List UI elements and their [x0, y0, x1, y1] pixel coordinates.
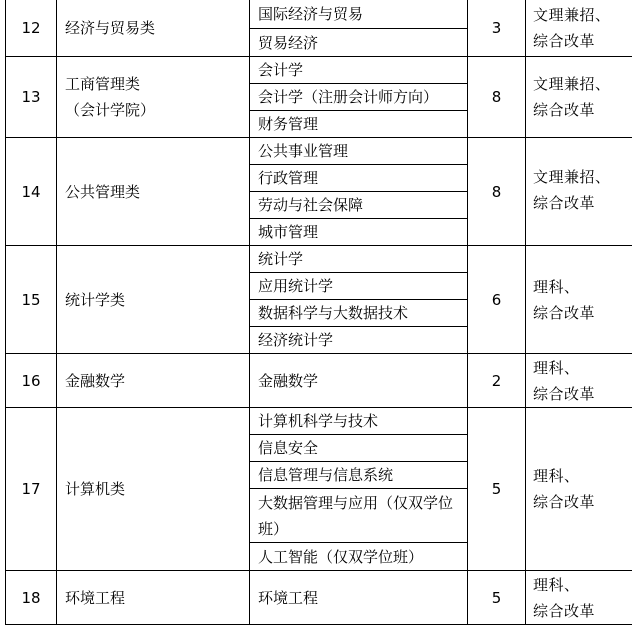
category-name: 计算机类 [57, 408, 250, 571]
table-row [6, 246, 632, 273]
major-count: 2 [468, 354, 526, 408]
major-count: 3 [468, 0, 526, 57]
row-number: 14 [6, 138, 57, 246]
row-number: 17 [6, 408, 57, 571]
major-item: 会计学（注册会计师方向） [250, 84, 468, 111]
row-number: 15 [6, 246, 57, 354]
admission-type: 文理兼招、 综合改革 [526, 138, 632, 246]
majors-table [5, 0, 632, 625]
admission-type: 理科、 综合改革 [526, 354, 632, 408]
table-row [6, 0, 632, 29]
major-item: 信息管理与信息系统 [250, 462, 468, 489]
major-item: 经济统计学 [250, 327, 468, 354]
row-number: 16 [6, 354, 57, 408]
table-row [6, 354, 632, 408]
major-item: 大数据管理与应用（仅双学位班） [250, 489, 468, 543]
major-item: 公共事业管理 [250, 138, 468, 165]
table-row [6, 408, 632, 435]
admission-type: 文理兼招、 综合改革 [526, 0, 632, 57]
major-item: 人工智能（仅双学位班） [250, 543, 468, 571]
table-row [6, 571, 632, 625]
major-item: 贸易经济 [250, 29, 468, 57]
table-row [6, 138, 632, 165]
major-item: 金融数学 [250, 354, 468, 408]
major-count: 5 [468, 571, 526, 625]
row-number: 13 [6, 57, 57, 138]
major-item: 行政管理 [250, 165, 468, 192]
major-item: 环境工程 [250, 571, 468, 625]
row-number: 18 [6, 571, 57, 625]
category-name: 工商管理类 （会计学院） [57, 57, 250, 138]
major-count: 8 [468, 57, 526, 138]
major-item: 会计学 [250, 57, 468, 84]
category-name: 环境工程 [57, 571, 250, 625]
admission-type: 理科、 综合改革 [526, 246, 632, 354]
category-name: 公共管理类 [57, 138, 250, 246]
category-name: 统计学类 [57, 246, 250, 354]
major-item: 城市管理 [250, 219, 468, 246]
major-count: 8 [468, 138, 526, 246]
major-count: 5 [468, 408, 526, 571]
admission-type: 文理兼招、 综合改革 [526, 57, 632, 138]
admission-type: 理科、 综合改革 [526, 571, 632, 625]
admission-type: 理科、 综合改革 [526, 408, 632, 571]
category-name: 经济与贸易类 [57, 0, 250, 57]
major-item: 信息安全 [250, 435, 468, 462]
table-row [6, 57, 632, 84]
major-item: 应用统计学 [250, 273, 468, 300]
major-item: 财务管理 [250, 111, 468, 138]
major-item: 劳动与社会保障 [250, 192, 468, 219]
row-number: 12 [6, 0, 57, 57]
major-item: 统计学 [250, 246, 468, 273]
major-item: 计算机科学与技术 [250, 408, 468, 435]
category-name: 金融数学 [57, 354, 250, 408]
major-item: 数据科学与大数据技术 [250, 300, 468, 327]
major-count: 6 [468, 246, 526, 354]
major-item: 国际经济与贸易 [250, 0, 468, 29]
table-wrapper [5, 0, 632, 625]
